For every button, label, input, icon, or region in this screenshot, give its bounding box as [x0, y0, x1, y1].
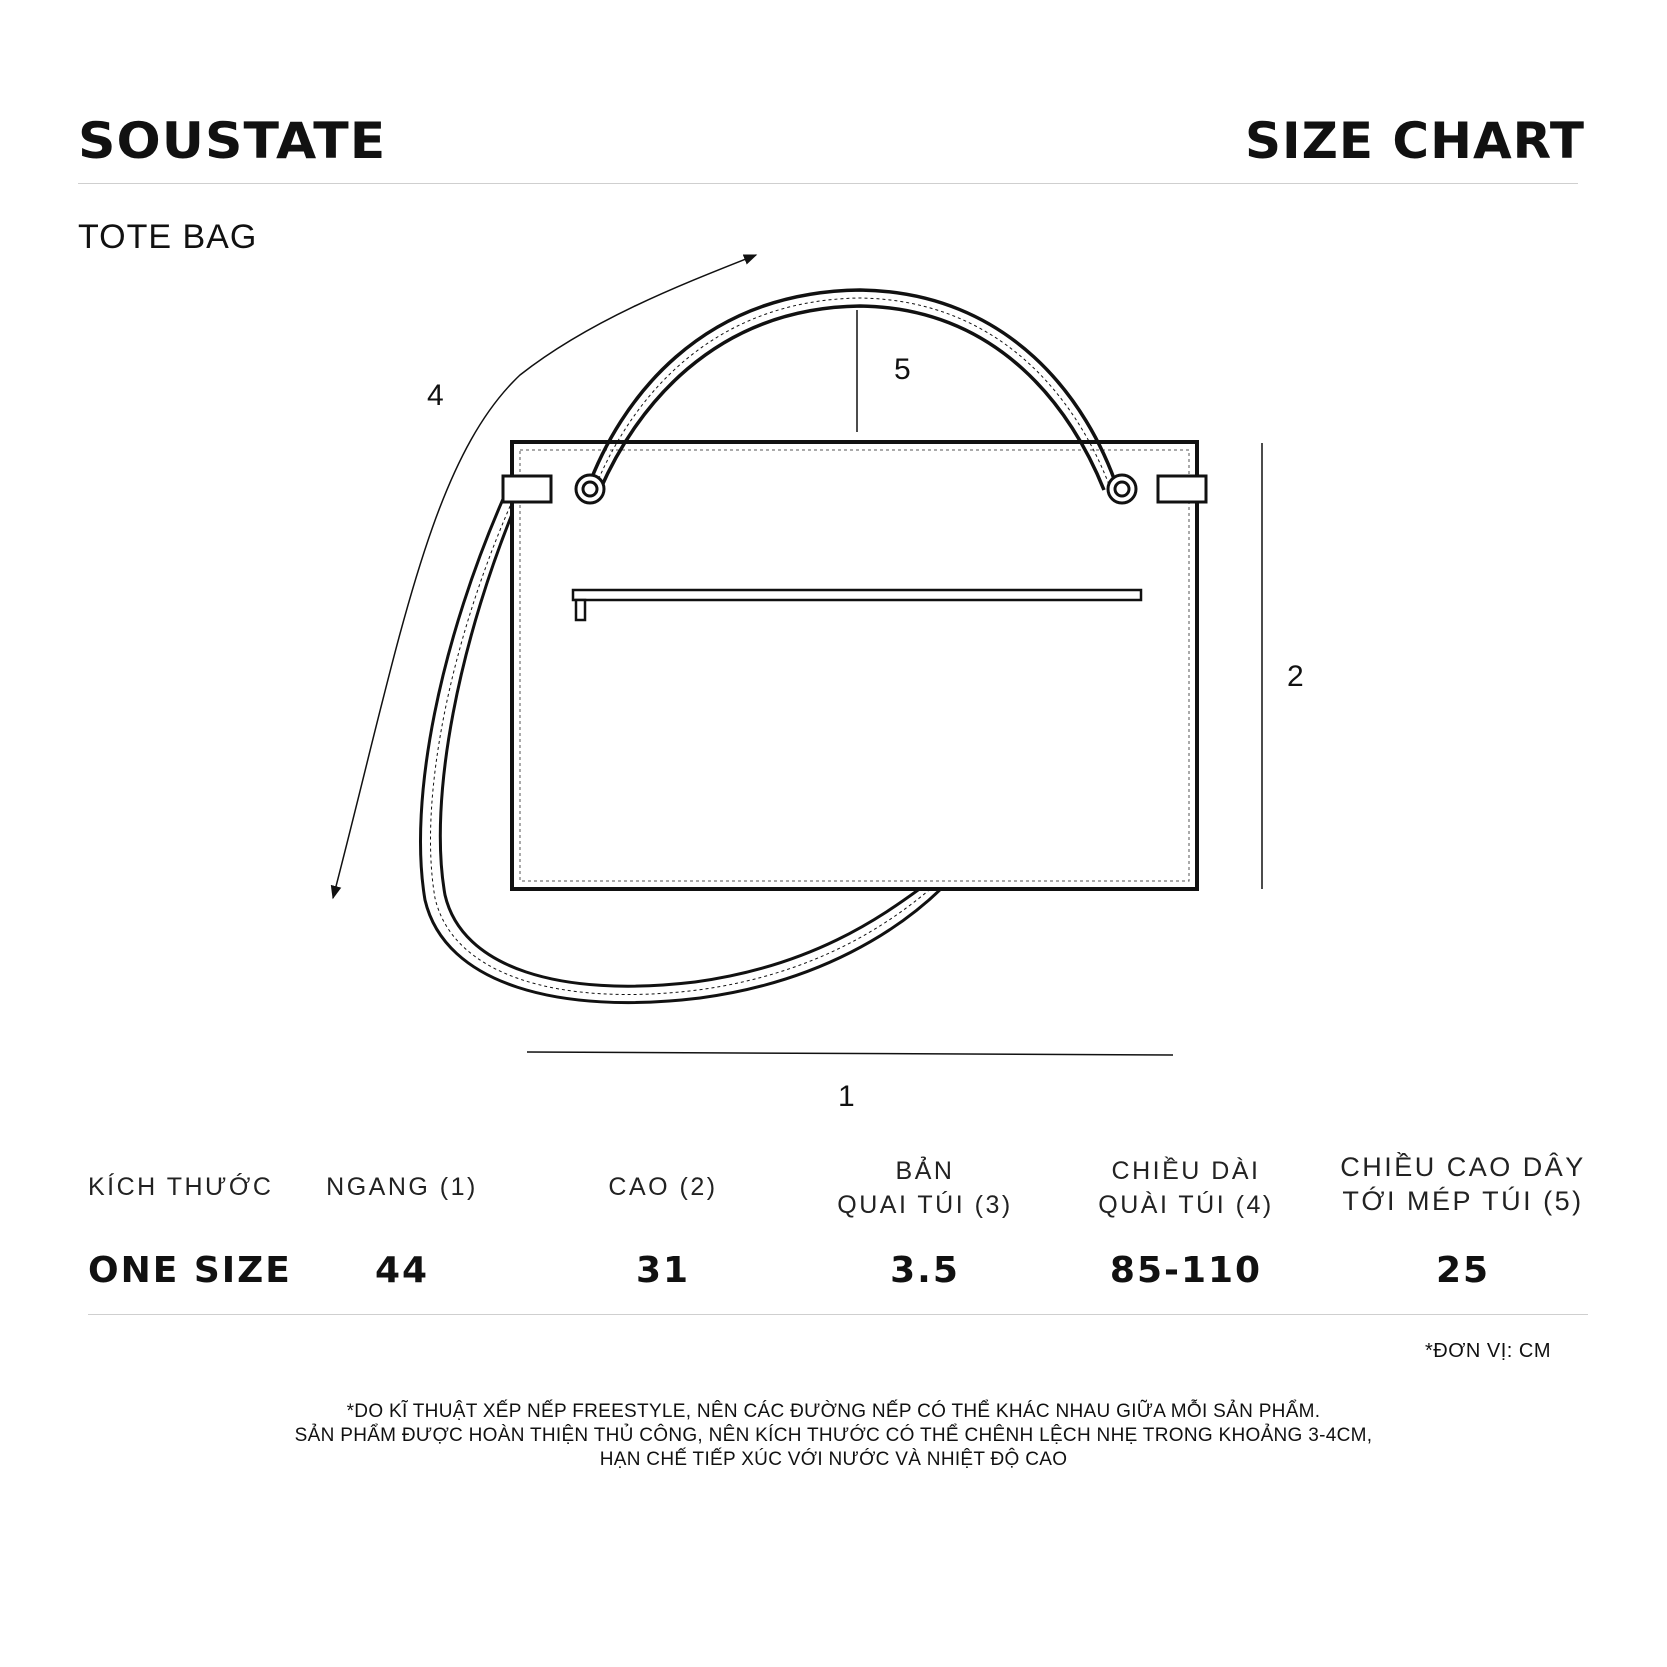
- header-width: NGANG (1): [326, 1173, 478, 1201]
- dimension-label-height: 2: [1287, 660, 1304, 693]
- note-line: *DO KĨ THUẬT XẾP NẾP FREESTYLE, NÊN CÁC ĐƯỜNG NẾP CÓ THỂ KHÁC NHAU GIỮA MỖI SẢN PHẨM.: [346, 1401, 1321, 1422]
- dimension-label-width: 1: [838, 1080, 855, 1113]
- dim-line-width: [527, 1052, 1173, 1055]
- dimension-label-strap-drop: 5: [894, 353, 911, 386]
- dimension-label-strap-length: 4: [427, 379, 444, 412]
- table-divider: [88, 1314, 1588, 1315]
- value-width: 44: [374, 1250, 430, 1291]
- care-notes: [0, 1400, 1667, 1472]
- header-height: CAO (2): [608, 1173, 718, 1201]
- product-name: TOTE BAG: [78, 218, 258, 256]
- value-strap-width: 3.5: [890, 1250, 960, 1291]
- header-strap-drop: CHIỀU CAO DÂY TỚI MÉP TÚI (5): [1340, 1152, 1586, 1216]
- header-size: KÍCH THƯỚC: [88, 1173, 274, 1201]
- note-line: HẠN CHẾ TIẾP XÚC VỚI NƯỚC VÀ NHIỆT ĐỘ CAO: [599, 1449, 1068, 1470]
- note-line: SẢN PHẨM ĐƯỢC HOÀN THIỆN THỦ CÔNG, NÊN KÍCH THƯỚC CÓ THỂ CHÊNH LỆCH NHẸ TRONG KHOẢNG 3-4CM,: [294, 1425, 1373, 1446]
- row-size-label: ONE SIZE: [88, 1250, 292, 1291]
- brand-logo: SOUSTATE: [78, 112, 387, 170]
- page-title: SIZE CHART: [1244, 112, 1585, 170]
- bag-body: [512, 442, 1197, 889]
- value-height: 31: [635, 1250, 691, 1291]
- header-strap-length: CHIỀU DÀI QUÀI TÚI (4): [1098, 1157, 1274, 1219]
- value-strap-length: 85-110: [1109, 1250, 1263, 1291]
- header-strap-width: BẢN QUAI TÚI (3): [837, 1157, 1013, 1219]
- value-strap-drop: 25: [1435, 1250, 1491, 1291]
- unit-note: *ĐƠN VỊ: CM: [1425, 1340, 1551, 1362]
